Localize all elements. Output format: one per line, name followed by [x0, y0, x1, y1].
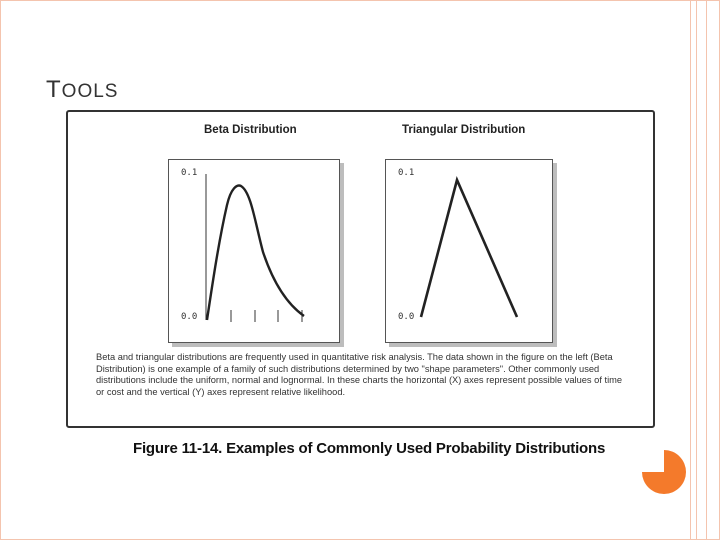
slide-title: [46, 76, 118, 104]
decorative-line: [696, 0, 697, 540]
decorative-line: [690, 0, 691, 540]
triangular-y-bottom-label: 0.0: [398, 312, 415, 322]
beta-plot: [168, 159, 340, 343]
beta-panel-title: Beta Distribution: [204, 124, 297, 136]
beta-y-bottom-label: 0.0: [181, 312, 198, 322]
figure-title: Figure 11-14. Examples of Commonly Used Probability Distributions: [133, 440, 606, 457]
triangular-curve: [421, 180, 517, 317]
beta-chart: [169, 160, 339, 342]
triangular-y-top-label: 0.1: [398, 168, 415, 178]
pie-icon: [640, 448, 688, 496]
decorative-line: [706, 0, 707, 540]
triangular-chart: [386, 160, 552, 342]
triangular-plot: [385, 159, 553, 343]
figure-caption: Beta and triangular distributions are frequently used in quantitative risk analysis. The data shown in the figure on the left (Beta Distribution) is one example of a family of such distributions determined by two "shape parameters". Other commonly used distributions include the uniform, normal and lognormal. In these charts the horizontal (X) axes represent possible values of time or cost and the vertical (Y) axes represent relative likelihood.: [96, 352, 623, 397]
slide-title-initial: T: [46, 76, 62, 103]
beta-curve: [207, 186, 304, 320]
triangular-panel-title: Triangular Distribution: [402, 124, 526, 136]
pie-slice: [642, 450, 686, 494]
slide-title-rest: OOLS: [61, 81, 119, 102]
beta-y-top-label: 0.1: [181, 168, 198, 178]
